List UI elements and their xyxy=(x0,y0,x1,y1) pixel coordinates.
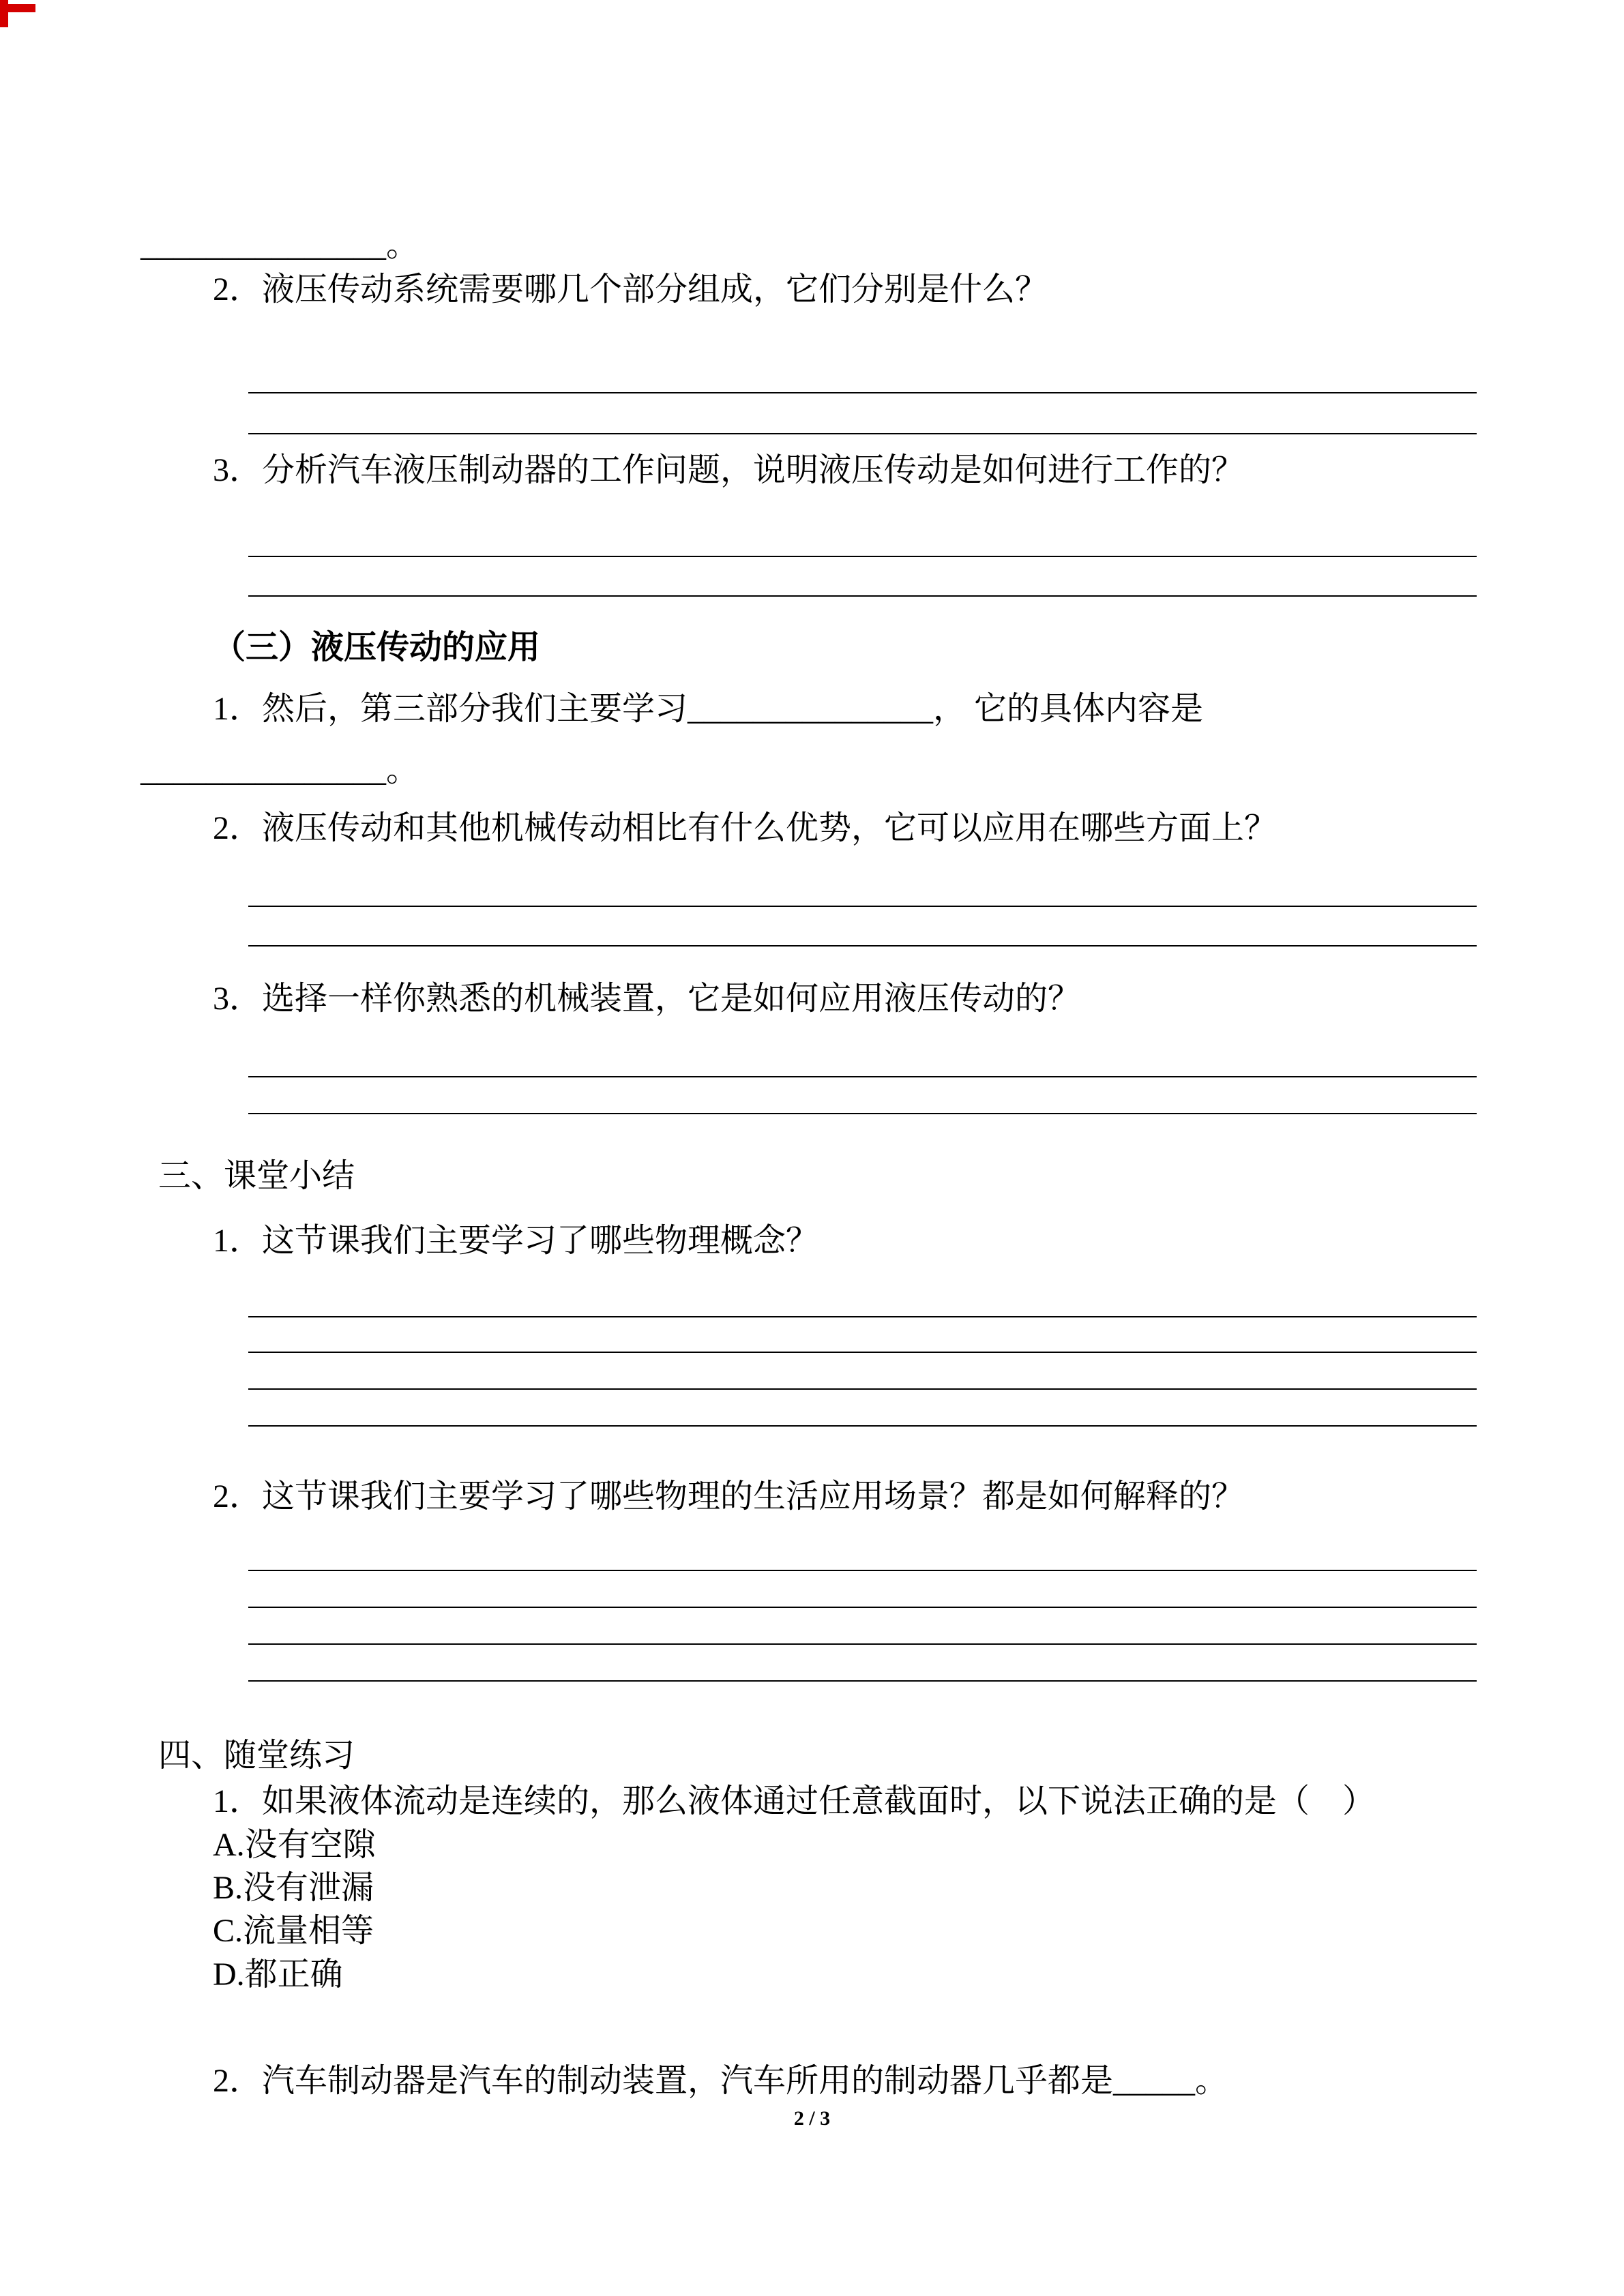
answer-line xyxy=(248,945,1477,946)
answer-line xyxy=(248,1352,1477,1353)
answer-line xyxy=(248,433,1477,434)
answer-line xyxy=(248,906,1477,907)
answer-line xyxy=(248,1680,1477,1682)
answer-line xyxy=(248,1570,1477,1571)
answer-line xyxy=(248,1388,1477,1390)
part3-question1-line1: 1．然后，第三部分我们主要学习_______________， 它的具体内容是 xyxy=(213,691,1204,727)
answer-line xyxy=(248,392,1477,393)
part2-question2-text: 2．液压传动系统需要哪几个部分组成，它们分别是什么？ xyxy=(213,271,1048,308)
answer-line xyxy=(248,1076,1477,1077)
part3-heading: （三）液压传动的应用 xyxy=(213,629,541,666)
part2-question3-text: 3．分析汽车液压制动器的工作问题，说明液压传动是如何进行工作的？ xyxy=(213,452,1245,488)
answer-line xyxy=(248,1316,1477,1317)
answer-line xyxy=(248,1425,1477,1427)
summary-section-heading: 三、课堂小结 xyxy=(158,1158,355,1194)
practice-question1-option-b: B.没有泄漏 xyxy=(213,1870,374,1906)
answer-line xyxy=(248,595,1477,597)
answer-line xyxy=(248,1607,1477,1608)
practice-question1-option-a: A.没有空隙 xyxy=(213,1827,376,1863)
practice-question2-text: 2．汽车制动器是汽车的制动装置，汽车所用的制动器几乎都是_____。 xyxy=(213,2063,1228,2099)
summary-question2-text: 2．这节课我们主要学习了哪些物理的生活应用场景？都是如何解释的？ xyxy=(213,1478,1245,1515)
practice-question1-option-d: D.都正确 xyxy=(213,1956,343,1993)
part3-question2-text: 2．液压传动和其他机械传动相比有什么优势，它可以应用在哪些方面上？ xyxy=(213,810,1278,846)
summary-question1-text: 1．这节课我们主要学习了哪些物理概念？ xyxy=(213,1223,819,1259)
part3-question1-line2: _______________。 xyxy=(141,752,419,788)
red-corner-mark-vertical xyxy=(0,0,8,27)
answer-line xyxy=(248,1113,1477,1114)
answer-line xyxy=(248,556,1477,557)
page-number-indicator: 2 / 3 xyxy=(793,2107,831,2130)
part3-question3-text: 3．选择一样你熟悉的机械装置，它是如何应用液压传动的？ xyxy=(213,981,1081,1017)
practice-section-heading: 四、随堂练习 xyxy=(158,1738,355,1774)
continuation-blank-line: _______________。 xyxy=(141,227,419,263)
answer-line xyxy=(248,1643,1477,1645)
practice-question1-option-c: C.流量相等 xyxy=(213,1913,374,1949)
practice-question1-text: 1．如果液体流动是连续的，那么液体通过任意截面时，以下说法正确的是（ ） xyxy=(213,1783,1376,1819)
